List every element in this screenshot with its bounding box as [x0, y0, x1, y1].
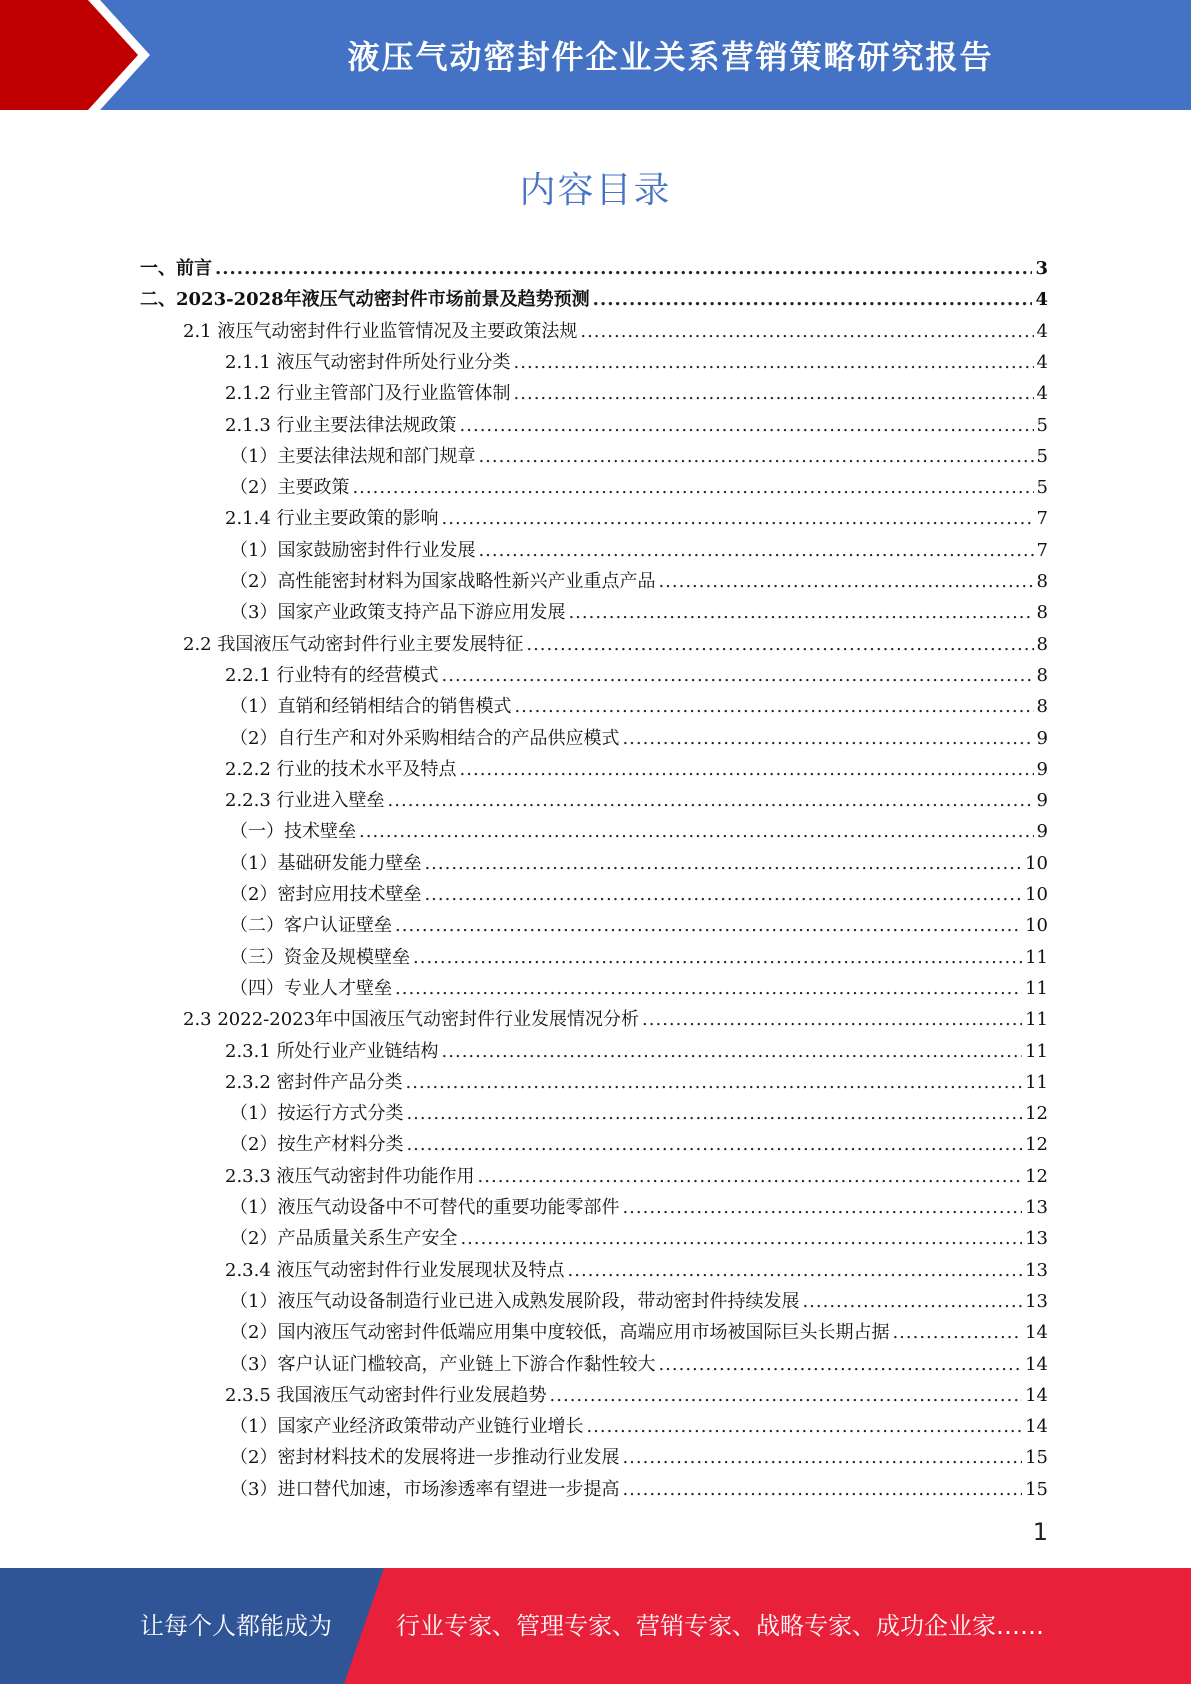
- toc-entry-label: 2.1.1 液压气动密封件所处行业分类: [225, 352, 511, 373]
- toc-entry-label: （1）液压气动设备制造行业已进入成熟发展阶段，带动密封件持续发展: [230, 1291, 800, 1312]
- toc-entry[interactable]: [230, 1192, 1048, 1223]
- toc-entry-page: 9: [1036, 728, 1048, 749]
- toc-entry[interactable]: [225, 1380, 1048, 1411]
- toc-entry[interactable]: [230, 1317, 1048, 1348]
- toc-entry-page: 11: [1025, 1072, 1048, 1093]
- toc-leader-dots: [622, 1474, 1022, 1505]
- toc-entry-label: （2）主要政策: [230, 477, 350, 498]
- toc-entry[interactable]: [140, 253, 1048, 284]
- toc-entry[interactable]: [230, 1098, 1048, 1129]
- toc-entry-page: 4: [1036, 321, 1048, 342]
- toc-entry[interactable]: [225, 1036, 1048, 1067]
- toc-entry-page: 9: [1036, 821, 1048, 842]
- toc-entry-label: 2.3.5 我国液压气动密封件行业发展趋势: [225, 1385, 547, 1406]
- toc-entry-label: 2.1.3 行业主要法律法规政策: [225, 415, 457, 436]
- toc-leader-dots: [892, 1317, 1022, 1348]
- toc-entry[interactable]: [183, 629, 1048, 660]
- toc-entry-page: 8: [1036, 634, 1048, 655]
- toc-leader-dots: [658, 1349, 1022, 1380]
- toc-leader-dots: [622, 723, 1033, 754]
- toc-entry-page: 9: [1036, 790, 1048, 811]
- toc-entry-label: （三）资金及规模壁垒: [230, 947, 410, 968]
- toc-entry-label: （1）直销和经销相结合的销售模式: [230, 696, 512, 717]
- toc-entry[interactable]: [230, 597, 1048, 628]
- toc-leader-dots: [413, 942, 1022, 973]
- toc-leader-dots: [478, 1161, 1023, 1192]
- toc-entry[interactable]: [230, 472, 1048, 503]
- toc-entry[interactable]: [225, 1161, 1048, 1192]
- toc-entry-label: 2.2.1 行业特有的经营模式: [225, 665, 439, 686]
- toc-leader-dots: [568, 1255, 1023, 1286]
- toc-entry-page: 13: [1025, 1291, 1048, 1312]
- toc-entry[interactable]: [230, 1442, 1048, 1473]
- toc-entry[interactable]: [230, 1286, 1048, 1317]
- toc-entry-label: （二）客户认证壁垒: [230, 915, 392, 936]
- toc-entry-label: （四）专业人才壁垒: [230, 978, 392, 999]
- toc-entry[interactable]: [225, 1255, 1048, 1286]
- toc-entry[interactable]: [230, 1223, 1048, 1254]
- toc-leader-dots: [802, 1286, 1022, 1317]
- toc-entry-page: 5: [1036, 415, 1048, 436]
- toc-entry-label: （1）国家产业经济政策带动产业链行业增长: [230, 1416, 584, 1437]
- toc-entry-page: 4: [1036, 352, 1048, 373]
- toc-entry-page: 8: [1036, 696, 1048, 717]
- toc-entry-label: （2）密封材料技术的发展将进一步推动行业发展: [230, 1447, 620, 1468]
- toc-entry-page: 15: [1025, 1479, 1048, 1500]
- toc-leader-dots: [514, 691, 1033, 722]
- toc-entry-page: 12: [1025, 1103, 1048, 1124]
- toc-entry[interactable]: [230, 848, 1048, 879]
- red-arrow-icon: [0, 0, 160, 110]
- toc-entry-page: 5: [1036, 446, 1048, 467]
- toc-entry[interactable]: [225, 410, 1048, 441]
- toc-entry-label: （一）技术壁垒: [230, 821, 356, 842]
- toc-entry[interactable]: [230, 441, 1048, 472]
- toc-leader-dots: [460, 410, 1034, 441]
- toc-entry-page: 4: [1035, 289, 1048, 310]
- toc-leader-dots: [658, 566, 1033, 597]
- toc-entry-page: 11: [1025, 1009, 1048, 1030]
- toc-entry-label: 2.1.2 行业主管部门及行业监管体制: [225, 383, 511, 404]
- toc-leader-dots: [352, 472, 1033, 503]
- toc-leader-dots: [442, 503, 1034, 534]
- toc-leader-dots: [442, 660, 1034, 691]
- toc-leader-dots: [622, 1442, 1022, 1473]
- toc-leader-dots: [460, 754, 1034, 785]
- toc-entry-label: （1）基础研发能力壁垒: [230, 853, 422, 874]
- toc-entry-label: （2）国内液压气动密封件低端应用集中度较低，高端应用市场被国际巨头长期占据: [230, 1322, 890, 1343]
- toc-entry-label: （3）客户认证门槛较高，产业链上下游合作黏性较大: [230, 1354, 656, 1375]
- toc-entry-label: （3）国家产业政策支持产品下游应用发展: [230, 602, 566, 623]
- toc-entry-page: 12: [1025, 1134, 1048, 1155]
- toc-entry-label: 一、前言: [140, 258, 212, 279]
- toc-leader-dots: [526, 629, 1033, 660]
- toc-leader-dots: [424, 879, 1022, 910]
- footer-tagline: 行业专家、管理专家、营销专家、战略专家、成功企业家……: [396, 1612, 1044, 1640]
- footer-slogan: 让每个人都能成为: [140, 1612, 332, 1640]
- toc-leader-dots: [478, 535, 1033, 566]
- toc-entry-page: 3: [1035, 258, 1048, 279]
- toc-entry-label: （3）进口替代加速，市场渗透率有望进一步提高: [230, 1479, 620, 1500]
- toc-entry-label: 2.3 2022-2023年中国液压气动密封件行业发展情况分析: [183, 1009, 640, 1030]
- toc-entry[interactable]: [225, 503, 1048, 534]
- page-number: 1: [1032, 1518, 1048, 1546]
- toc-leader-dots: [460, 1223, 1022, 1254]
- toc-entry[interactable]: [230, 879, 1048, 910]
- toc-entry[interactable]: [230, 691, 1048, 722]
- toc-entry-label: 2.1 液压气动密封件行业监管情况及主要政策法规: [183, 321, 578, 342]
- toc-entry[interactable]: [183, 1004, 1048, 1035]
- toc-entry[interactable]: [230, 973, 1048, 1004]
- toc-entry[interactable]: [230, 942, 1048, 973]
- toc-entry-page: 14: [1025, 1322, 1048, 1343]
- toc-entry-label: （1）主要法律法规和部门规章: [230, 446, 476, 467]
- toc-entry-label: 2.2.2 行业的技术水平及特点: [225, 759, 457, 780]
- toc-entry-label: 2.3.4 液压气动密封件行业发展现状及特点: [225, 1260, 565, 1281]
- toc-leader-dots: [359, 816, 1034, 847]
- toc-entry-page: 4: [1036, 383, 1048, 404]
- header-band: [0, 0, 1191, 110]
- toc-entry-label: 2.2 我国液压气动密封件行业主要发展特征: [183, 634, 524, 655]
- toc-leader-dots: [593, 284, 1033, 315]
- toc-entry-label: 2.1.4 行业主要政策的影响: [225, 508, 439, 529]
- toc-entry[interactable]: [225, 378, 1048, 409]
- toc-entry-page: 11: [1025, 978, 1048, 999]
- toc-entry-page: 10: [1025, 915, 1048, 936]
- toc-entry-label: 二、2023-2028年液压气动密封件市场前景及趋势预测: [140, 289, 590, 310]
- toc-entry-page: 8: [1036, 602, 1048, 623]
- toc-entry[interactable]: [230, 535, 1048, 566]
- toc-entry[interactable]: [230, 723, 1048, 754]
- toc-leader-dots: [215, 253, 1032, 284]
- toc-leader-dots: [395, 973, 1022, 1004]
- toc-entry[interactable]: [230, 910, 1048, 941]
- toc-leader-dots: [622, 1192, 1022, 1223]
- toc-leader-dots: [395, 910, 1022, 941]
- toc-leader-dots: [478, 441, 1033, 472]
- toc-entry-page: 11: [1025, 1041, 1048, 1062]
- toc-entry[interactable]: [230, 566, 1048, 597]
- toc-entry-page: 15: [1025, 1447, 1048, 1468]
- toc-entry-label: （2）产品质量关系生产安全: [230, 1228, 458, 1249]
- toc-leader-dots: [550, 1380, 1023, 1411]
- toc-leader-dots: [642, 1004, 1022, 1035]
- toc-entry-label: 2.3.3 液压气动密封件功能作用: [225, 1166, 475, 1187]
- toc-entry[interactable]: [230, 1349, 1048, 1380]
- toc-leader-dots: [406, 1129, 1022, 1160]
- toc-entry-page: 10: [1025, 884, 1048, 905]
- footer-band: [0, 1568, 1191, 1684]
- toc-entry[interactable]: [225, 754, 1048, 785]
- toc-entry-label: （1）按运行方式分类: [230, 1103, 404, 1124]
- toc-entry-label: （2）密封应用技术壁垒: [230, 884, 422, 905]
- toc-entry-label: （2）按生产材料分类: [230, 1134, 404, 1155]
- toc-entry[interactable]: [225, 785, 1048, 816]
- toc-leader-dots: [388, 785, 1034, 816]
- toc-leader-dots: [424, 848, 1022, 879]
- toc-entry[interactable]: [230, 816, 1048, 847]
- toc-leader-dots: [580, 316, 1033, 347]
- toc-entry-page: 14: [1025, 1385, 1048, 1406]
- toc-entry-page: 13: [1025, 1228, 1048, 1249]
- toc-entry-page: 14: [1025, 1354, 1048, 1375]
- toc-entry-label: （1）液压气动设备中不可替代的重要功能零部件: [230, 1197, 620, 1218]
- toc-entry-label: 2.2.3 行业进入壁垒: [225, 790, 385, 811]
- toc-entry-page: 13: [1025, 1197, 1048, 1218]
- toc-leader-dots: [568, 597, 1033, 628]
- toc-entry-page: 11: [1025, 947, 1048, 968]
- toc-entry-page: 7: [1036, 540, 1048, 561]
- toc-leader-dots: [514, 347, 1034, 378]
- toc-entry[interactable]: [225, 347, 1048, 378]
- toc-entry[interactable]: [230, 1129, 1048, 1160]
- toc-entry-page: 13: [1025, 1260, 1048, 1281]
- toc-leader-dots: [442, 1036, 1023, 1067]
- toc-entry-page: 7: [1036, 508, 1048, 529]
- toc-leader-dots: [586, 1411, 1022, 1442]
- toc-entry[interactable]: [230, 1411, 1048, 1442]
- toc-entry-label: （1）国家鼓励密封件行业发展: [230, 540, 476, 561]
- toc-entry-page: 12: [1025, 1166, 1048, 1187]
- toc-entry-label: 2.3.2 密封件产品分类: [225, 1072, 403, 1093]
- toc-entry-page: 5: [1036, 477, 1048, 498]
- toc-entry-label: （2）高性能密封材料为国家战略性新兴产业重点产品: [230, 571, 656, 592]
- toc-entry[interactable]: [140, 284, 1048, 315]
- toc-entry-page: 10: [1025, 853, 1048, 874]
- toc-heading: 内容目录: [519, 170, 672, 211]
- toc-entry-page: 8: [1036, 571, 1048, 592]
- report-title: 液压气动密封件企业关系营销策略研究报告: [347, 38, 994, 76]
- toc-leader-dots: [406, 1098, 1022, 1129]
- toc-entry-page: 8: [1036, 665, 1048, 686]
- toc-leader-dots: [406, 1067, 1023, 1098]
- toc-entry-label: （2）自行生产和对外采购相结合的产品供应模式: [230, 728, 620, 749]
- toc-entry-label: 2.3.1 所处行业产业链结构: [225, 1041, 439, 1062]
- toc-entry[interactable]: [225, 1067, 1048, 1098]
- toc-entry[interactable]: [183, 316, 1048, 347]
- toc-entry[interactable]: [225, 660, 1048, 691]
- toc-entry-page: 14: [1025, 1416, 1048, 1437]
- toc-entry-page: 9: [1036, 759, 1048, 780]
- toc-leader-dots: [514, 378, 1034, 409]
- toc-entry[interactable]: [230, 1474, 1048, 1505]
